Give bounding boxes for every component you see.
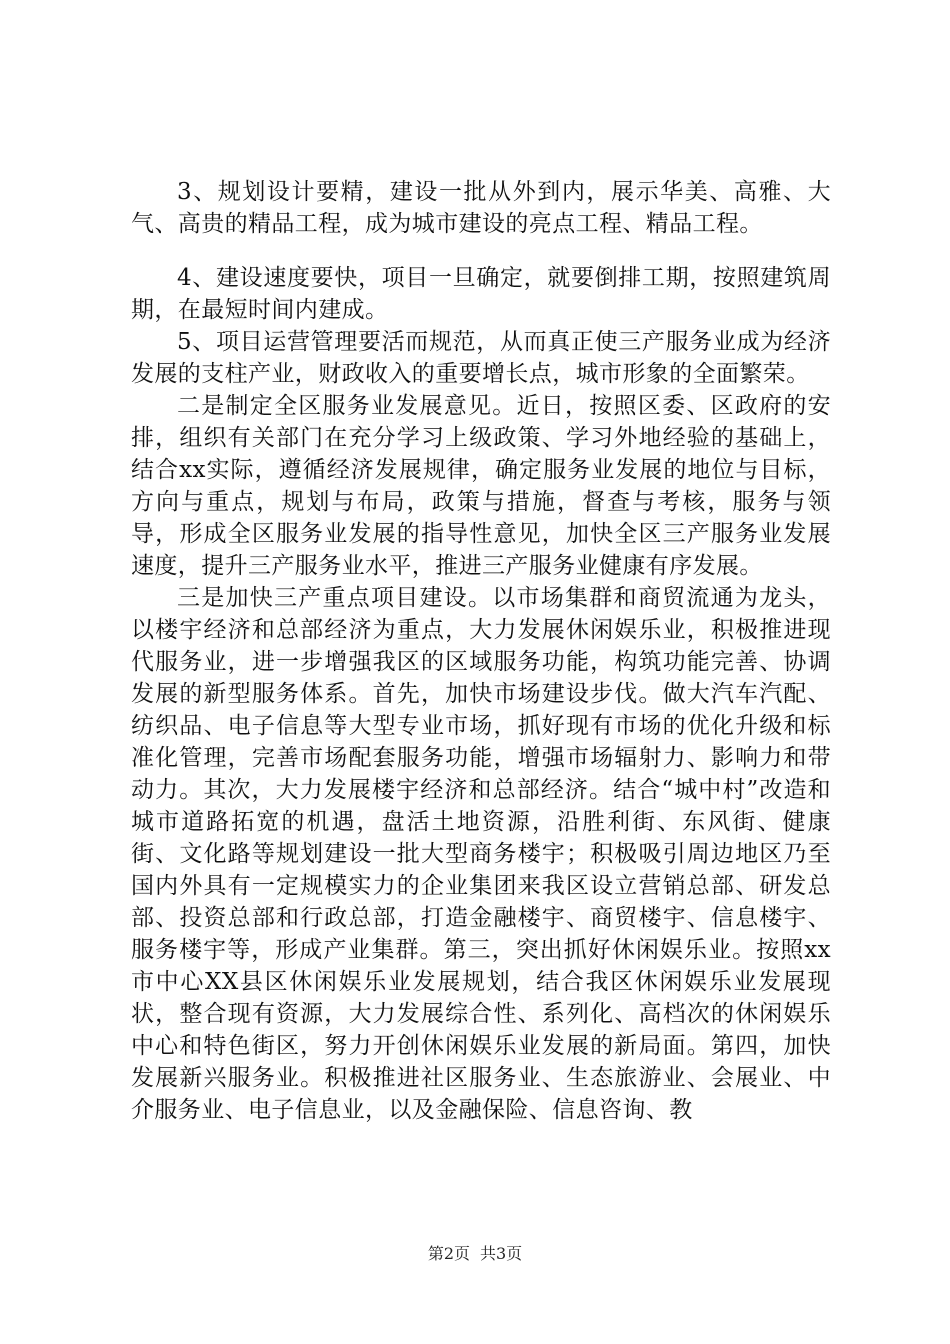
document-body [131,176,831,1126]
paragraph-item-4: 4、建设速度要快，项目一旦确定，就要倒排工期，按照建筑周期，在最短时间内建成。 [131,265,831,323]
paragraph-item-5: 5、项目运营管理要活而规范，从而真正使三产服务业成为经济发展的支柱产业，财政收入的重要增长点，城市形象的全面繁荣。 [131,329,831,387]
paragraph-third-measure: 三是加快三产重点项目建设。以市场集群和商贸流通为龙头，以楼宇经济和总部经济为重点，大力发展休闲娱乐业，积极推进现代服务业，进一步增强我区的区域服务功能，构筑功能完善、协调发展的新型服务体系。首先，加快市场建设步伐。做大汽车汽配、纺织品、电子信息等大型专业市场，抓好现有市场的优化升级和标准化管理，完善市场配套服务功能，增强市场辐射力、影响力和带动力。其次，大力发展楼宇经济和总部经济。结合“城中村”改造和城市道路拓宽的机遇，盘活土地资源，沿胜利街、东风街、健康街、文化路等规划建设一批大型商务楼宇；积极吸引周边地区乃至国内外具有一定规模实力的企业集团来我区设立营销总部、研发总部、投资总部和行政总部，打造金融楼宇、商贸楼宇、信息楼宇、服务楼宇等，形成产业集群。第三，突出抓好休闲娱乐业。按照xx市中心XX县区休闲娱乐业发展规划，结合我区休闲娱乐业发展现状，整合现有资源，大力发展综合性、系列化、高档次的休闲娱乐中心和特色街区，努力开创休闲娱乐业发展的新局面。第四，加快发展新兴服务业。积极推进社区服务业、生态旅游业、会展业、中介服务业、电子信息业，以及金融保险、信息咨询、教 [131,585,831,1123]
page-number: 第2页 [427,1244,470,1263]
page-total: 共3页 [480,1244,523,1263]
paragraph-item-3: 3、规划设计要精，建设一批从外到内，展示华美、高雅、大气、高贵的精品工程，成为城市建设的亮点工程、精品工程。 [131,179,831,237]
page-footer [0,1244,950,1264]
paragraph-second-measure: 二是制定全区服务业发展意见。近日，按照区委、区政府的安排，组织有关部门在充分学习上级政策、学习外地经验的基础上，结合xx实际，遵循经济发展规律，确定服务业发展的地位与目标，方向与重点，规划与布局，政策与措施，督查与考核，服务与领导，形成全区服务业发展的指导性意见，加快全区三产服务业发展速度，提升三产服务业水平，推进三产服务业健康有序发展。 [131,393,831,579]
